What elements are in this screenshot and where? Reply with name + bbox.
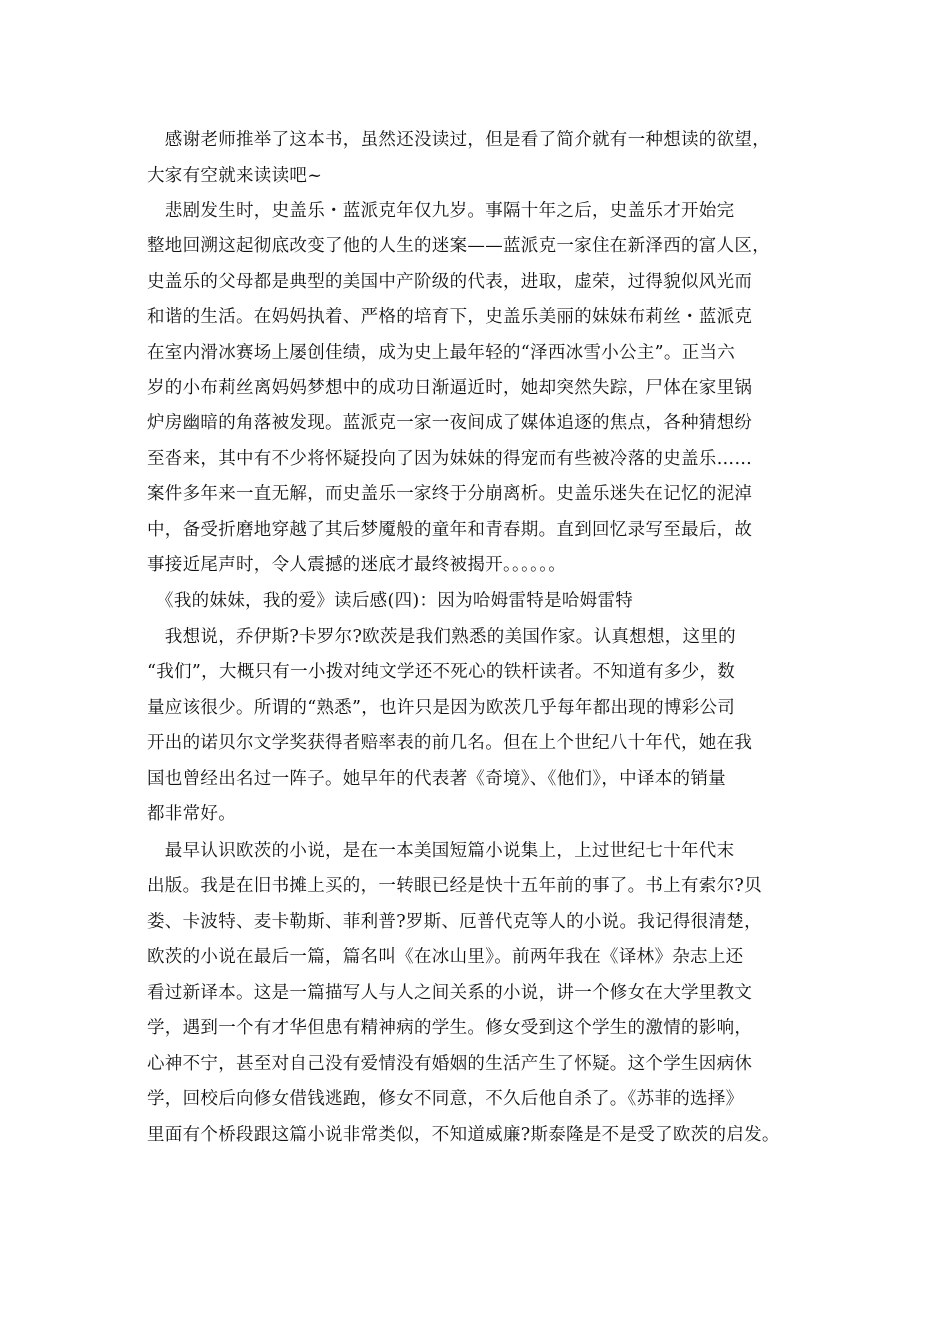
text-line: 至沓来，其中有不少将怀疑投向了因为妹妹的得宠而有些被冷落的史盖乐…… [147,449,753,469]
text-line: 学，遇到一个有才华但患有精神病的学生。修女受到这个学生的激情的影响， [147,1018,753,1038]
text-line: 案件多年来一直无解，而史盖乐一家终于分崩离析。史盖乐迷失在记忆的泥淖 [147,484,753,504]
text-line: 出版。我是在旧书摊上买的，一转眼已经是快十五年前的事了。书上有索尔?贝 [147,876,762,896]
text-line: 炉房幽暗的角落被发现。蓝派克一家一夜间成了媒体追逐的焦点，各种猜想纷 [147,413,753,433]
text-line: 我想说，乔伊斯?卡罗尔?欧茨是我们熟悉的美国作家。认真想想，这里的 [147,627,736,647]
text-line: 都非常好。 [147,804,236,824]
text-line: 和谐的生活。在妈妈执着、严格的培育下，史盖乐美丽的妹妹布莉丝・蓝派克 [147,307,753,327]
text-line: 欧茨的小说在最后一篇，篇名叫《在冰山里》。前两年我在《译林》杂志上还 [147,947,744,967]
text-line: 大家有空就来读读吧~ [147,166,323,186]
text-line: 最早认识欧茨的小说，是在一本美国短篇小说集上，上过世纪七十年代末 [147,841,735,861]
text-line: 在室内滑冰赛场上屡创佳绩，成为史上最年轻的“泽西冰雪小公主”。正当六 [147,343,736,363]
text-line: 悲剧发生时，史盖乐・蓝派克年仅九岁。事隔十年之后，史盖乐才开始完 [147,201,735,221]
text-line: “我们”，大概只有一小拨对纯文学还不死心的铁杆读者。不知道有多少，数 [147,662,736,682]
text-line: 史盖乐的父母都是典型的美国中产阶级的代表，进取，虚荣，过得貌似风光而 [147,272,753,292]
text-line: 中，备受折磨地穿越了其后梦魇般的童年和青春期。直到回忆录写至最后，故 [147,520,753,540]
text-line: 国也曾经出名过一阵子。她早年的代表著《奇境》、《他们》，中译本的销量 [147,769,726,789]
text-line: 娄、卡波特、麦卡勒斯、菲利普?罗斯、厄普代克等人的小说。我记得很清楚， [147,912,762,932]
text-line: 看过新译本。这是一篇描写人与人之间关系的小说，讲一个修女在大学里教文 [147,983,753,1003]
text-line: 里面有个桥段跟这篇小说非常类似，不知道威廉?斯泰隆是不是受了欧茨的启发。 [147,1125,780,1145]
text-line: 心神不宁，甚至对自己没有爱情没有婚姻的生活产生了怀疑。这个学生因病休 [147,1054,753,1074]
text-line: 岁的小布莉丝离妈妈梦想中的成功日渐逼近时，她却突然失踪，尸体在家里锅 [147,378,753,398]
text-line: 开出的诺贝尔文学奖获得者赔率表的前几名。但在上个世纪八十年代，她在我 [147,733,753,753]
text-line: 量应该很少。所谓的“熟悉”，也许只是因为欧茨几乎每年都出现的博彩公司 [147,698,736,718]
section-heading: 《我的妹妹，我的爱》读后感(四)：因为哈姆雷特是哈姆雷特 [147,591,634,611]
text-line: 事接近尾声时，令人震撼的迷底才最终被揭开。。。。。。 [147,555,567,575]
text-line: 整地回溯这起彻底改变了他的人生的迷案——蓝派克一家住在新泽西的富人区， [147,236,770,256]
text-line: 感谢老师推举了这本书，虽然还没读过，但是看了简介就有一种想读的欲望， [147,130,770,150]
text-line: 学，回校后向修女借钱逃跑，修女不同意，不久后他自杀了。《苏菲的选择》 [147,1089,744,1109]
